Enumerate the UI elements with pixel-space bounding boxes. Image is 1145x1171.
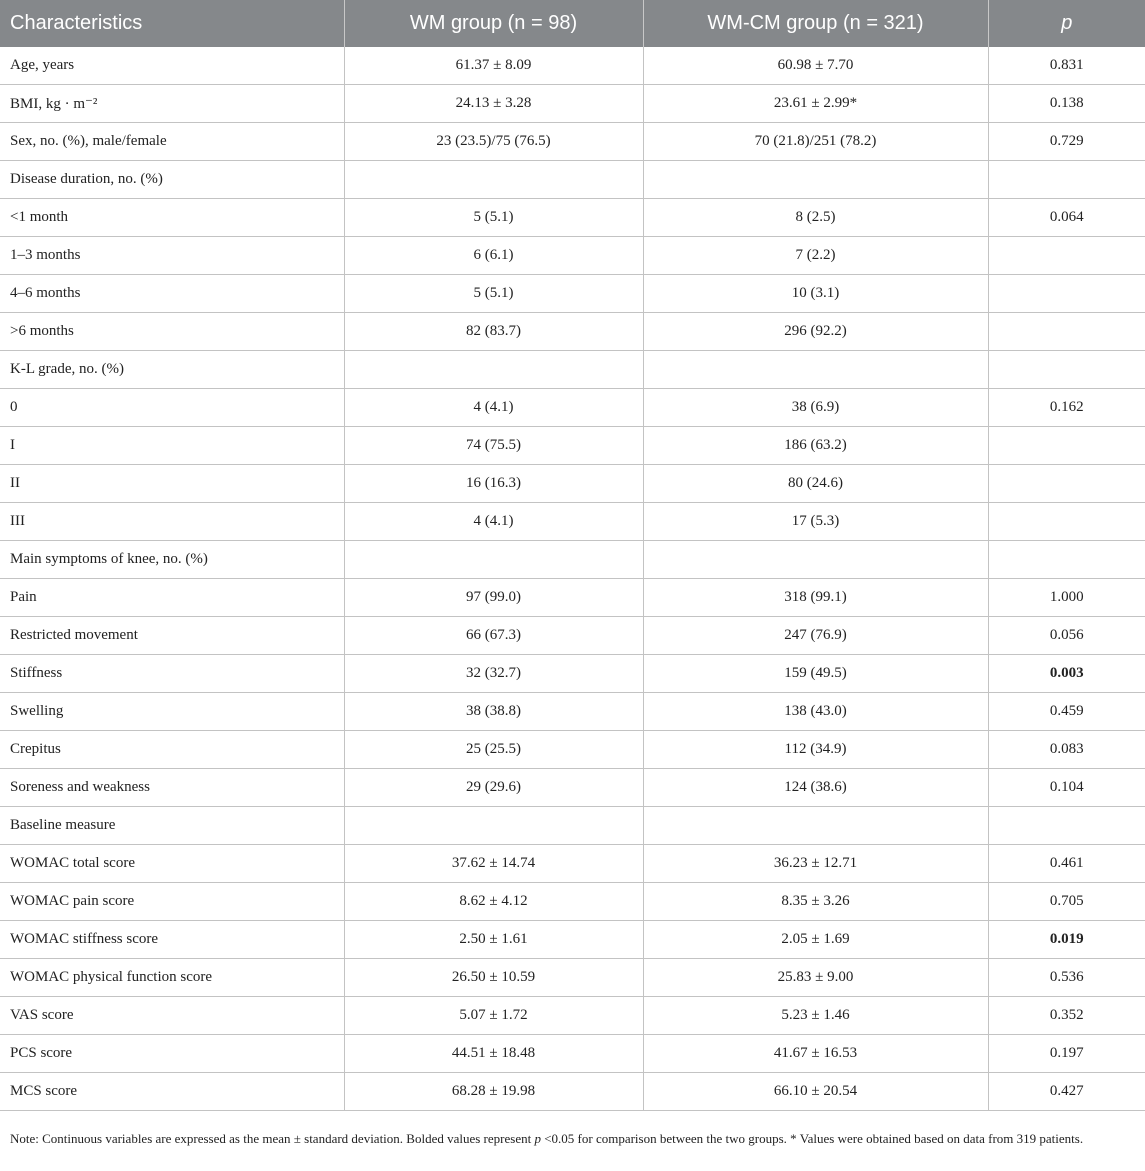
p-value	[988, 807, 1145, 845]
table-row	[0, 845, 1145, 883]
wm-group-value	[344, 351, 643, 389]
header-characteristics: Characteristics	[0, 0, 344, 47]
table-row	[0, 997, 1145, 1035]
table-row	[0, 199, 1145, 237]
row-label: MCS score	[0, 1073, 344, 1111]
wm-group-value: 61.37 ± 8.09	[344, 47, 643, 85]
p-value: 0.352	[988, 997, 1145, 1035]
wm-group-value: 4 (4.1)	[344, 389, 643, 427]
table-row	[0, 769, 1145, 807]
wmcm-group-value: 66.10 ± 20.54	[643, 1073, 988, 1111]
wm-group-value	[344, 161, 643, 199]
table-row	[0, 617, 1145, 655]
wm-group-value: 44.51 ± 18.48	[344, 1035, 643, 1073]
note-suffix: <0.05 for comparison between the two groups. * Values were obtained based on data from 319 patients.	[540, 1131, 1084, 1146]
wm-group-value: 29 (29.6)	[344, 769, 643, 807]
wm-group-value: 74 (75.5)	[344, 427, 643, 465]
wmcm-group-value: 8 (2.5)	[643, 199, 988, 237]
row-label: 1–3 months	[0, 237, 344, 275]
table-row	[0, 883, 1145, 921]
wm-group-value: 38 (38.8)	[344, 693, 643, 731]
note-p-symbol: p	[534, 1131, 541, 1146]
p-value: 0.019	[988, 921, 1145, 959]
wmcm-group-value: 296 (92.2)	[643, 313, 988, 351]
row-label: II	[0, 465, 344, 503]
p-value: 0.003	[988, 655, 1145, 693]
table-row	[0, 959, 1145, 997]
row-label: WOMAC stiffness score	[0, 921, 344, 959]
table-row	[0, 579, 1145, 617]
table-row	[0, 47, 1145, 85]
wm-group-value: 16 (16.3)	[344, 465, 643, 503]
wmcm-group-value: 80 (24.6)	[643, 465, 988, 503]
p-value	[988, 237, 1145, 275]
table-row	[0, 541, 1145, 579]
row-label: 0	[0, 389, 344, 427]
table-row	[0, 1035, 1145, 1073]
row-label: >6 months	[0, 313, 344, 351]
table-row	[0, 921, 1145, 959]
row-label: Stiffness	[0, 655, 344, 693]
wmcm-group-value: 112 (34.9)	[643, 731, 988, 769]
wmcm-group-value: 7 (2.2)	[643, 237, 988, 275]
wmcm-group-value	[643, 161, 988, 199]
p-value	[988, 465, 1145, 503]
wmcm-group-value: 38 (6.9)	[643, 389, 988, 427]
wmcm-group-value: 70 (21.8)/251 (78.2)	[643, 123, 988, 161]
wmcm-group-value: 10 (3.1)	[643, 275, 988, 313]
wmcm-group-value: 2.05 ± 1.69	[643, 921, 988, 959]
row-label: Baseline measure	[0, 807, 344, 845]
p-value: 1.000	[988, 579, 1145, 617]
header-wm-group: WM group (n = 98)	[344, 0, 643, 47]
row-label: Restricted movement	[0, 617, 344, 655]
table-row	[0, 275, 1145, 313]
note-prefix: Note: Continuous variables are expressed as the mean ± standard deviation. Bolded values represent	[10, 1131, 535, 1146]
p-value: 0.064	[988, 199, 1145, 237]
table-row	[0, 731, 1145, 769]
row-label: WOMAC pain score	[0, 883, 344, 921]
wmcm-group-value: 17 (5.3)	[643, 503, 988, 541]
table-row	[0, 465, 1145, 503]
p-value: 0.083	[988, 731, 1145, 769]
p-value	[988, 313, 1145, 351]
p-value: 0.461	[988, 845, 1145, 883]
wm-group-value: 5 (5.1)	[344, 275, 643, 313]
wm-group-value	[344, 541, 643, 579]
table-row	[0, 693, 1145, 731]
row-label: Swelling	[0, 693, 344, 731]
wm-group-value: 24.13 ± 3.28	[344, 85, 643, 123]
table-row	[0, 655, 1145, 693]
row-label: Pain	[0, 579, 344, 617]
wm-group-value	[344, 807, 643, 845]
wm-group-value: 2.50 ± 1.61	[344, 921, 643, 959]
wmcm-group-value: 186 (63.2)	[643, 427, 988, 465]
p-value: 0.459	[988, 693, 1145, 731]
wm-group-value: 26.50 ± 10.59	[344, 959, 643, 997]
wm-group-value: 8.62 ± 4.12	[344, 883, 643, 921]
wmcm-group-value	[643, 351, 988, 389]
wm-group-value: 6 (6.1)	[344, 237, 643, 275]
table-body	[0, 47, 1145, 1111]
row-label: I	[0, 427, 344, 465]
p-value	[988, 161, 1145, 199]
p-value: 0.138	[988, 85, 1145, 123]
row-label: Age, years	[0, 47, 344, 85]
wm-group-value: 4 (4.1)	[344, 503, 643, 541]
wmcm-group-value	[643, 807, 988, 845]
table-row	[0, 389, 1145, 427]
wm-group-value: 32 (32.7)	[344, 655, 643, 693]
row-label: Crepitus	[0, 731, 344, 769]
table-row	[0, 1073, 1145, 1111]
wm-group-value: 5.07 ± 1.72	[344, 997, 643, 1035]
table-row	[0, 161, 1145, 199]
row-label: WOMAC total score	[0, 845, 344, 883]
table-row	[0, 237, 1145, 275]
p-value: 0.197	[988, 1035, 1145, 1073]
wmcm-group-value: 318 (99.1)	[643, 579, 988, 617]
table-row	[0, 807, 1145, 845]
table-row	[0, 85, 1145, 123]
p-value: 0.162	[988, 389, 1145, 427]
wmcm-group-value: 41.67 ± 16.53	[643, 1035, 988, 1073]
wm-group-value: 97 (99.0)	[344, 579, 643, 617]
table-row	[0, 427, 1145, 465]
row-label: Soreness and weakness	[0, 769, 344, 807]
p-value	[988, 351, 1145, 389]
header-p-value: p	[988, 0, 1145, 47]
p-value: 0.104	[988, 769, 1145, 807]
p-value: 0.536	[988, 959, 1145, 997]
header-wmcm-group: WM-CM group (n = 321)	[643, 0, 988, 47]
row-label: Main symptoms of knee, no. (%)	[0, 541, 344, 579]
p-value: 0.729	[988, 123, 1145, 161]
wmcm-group-value: 247 (76.9)	[643, 617, 988, 655]
wmcm-group-value: 8.35 ± 3.26	[643, 883, 988, 921]
wmcm-group-value: 23.61 ± 2.99*	[643, 85, 988, 123]
wm-group-value: 23 (23.5)/75 (76.5)	[344, 123, 643, 161]
wm-group-value: 5 (5.1)	[344, 199, 643, 237]
wmcm-group-value: 138 (43.0)	[643, 693, 988, 731]
p-value: 0.831	[988, 47, 1145, 85]
p-value: 0.056	[988, 617, 1145, 655]
wmcm-group-value: 25.83 ± 9.00	[643, 959, 988, 997]
wm-group-value: 37.62 ± 14.74	[344, 845, 643, 883]
row-label: III	[0, 503, 344, 541]
table-row	[0, 351, 1145, 389]
row-label: 4–6 months	[0, 275, 344, 313]
p-value	[988, 503, 1145, 541]
wmcm-group-value	[643, 541, 988, 579]
p-value	[988, 541, 1145, 579]
row-label: <1 month	[0, 199, 344, 237]
table-note	[10, 1130, 1135, 1148]
p-value	[988, 427, 1145, 465]
wmcm-group-value: 124 (38.6)	[643, 769, 988, 807]
wm-group-value: 68.28 ± 19.98	[344, 1073, 643, 1111]
row-label: VAS score	[0, 997, 344, 1035]
wm-group-value: 25 (25.5)	[344, 731, 643, 769]
wmcm-group-value: 5.23 ± 1.46	[643, 997, 988, 1035]
table-row	[0, 123, 1145, 161]
row-label: BMI, kg · m⁻²	[0, 85, 344, 123]
p-value: 0.705	[988, 883, 1145, 921]
table-header	[0, 0, 1145, 47]
wm-group-value: 66 (67.3)	[344, 617, 643, 655]
row-label: WOMAC physical function score	[0, 959, 344, 997]
table-row	[0, 313, 1145, 351]
wmcm-group-value: 159 (49.5)	[643, 655, 988, 693]
header-row	[0, 0, 1145, 47]
wmcm-group-value: 36.23 ± 12.71	[643, 845, 988, 883]
p-value: 0.427	[988, 1073, 1145, 1111]
row-label: Sex, no. (%), male/female	[0, 123, 344, 161]
row-label: K-L grade, no. (%)	[0, 351, 344, 389]
wmcm-group-value: 60.98 ± 7.70	[643, 47, 988, 85]
wm-group-value: 82 (83.7)	[344, 313, 643, 351]
row-label: PCS score	[0, 1035, 344, 1073]
table-row	[0, 503, 1145, 541]
p-value	[988, 275, 1145, 313]
row-label: Disease duration, no. (%)	[0, 161, 344, 199]
